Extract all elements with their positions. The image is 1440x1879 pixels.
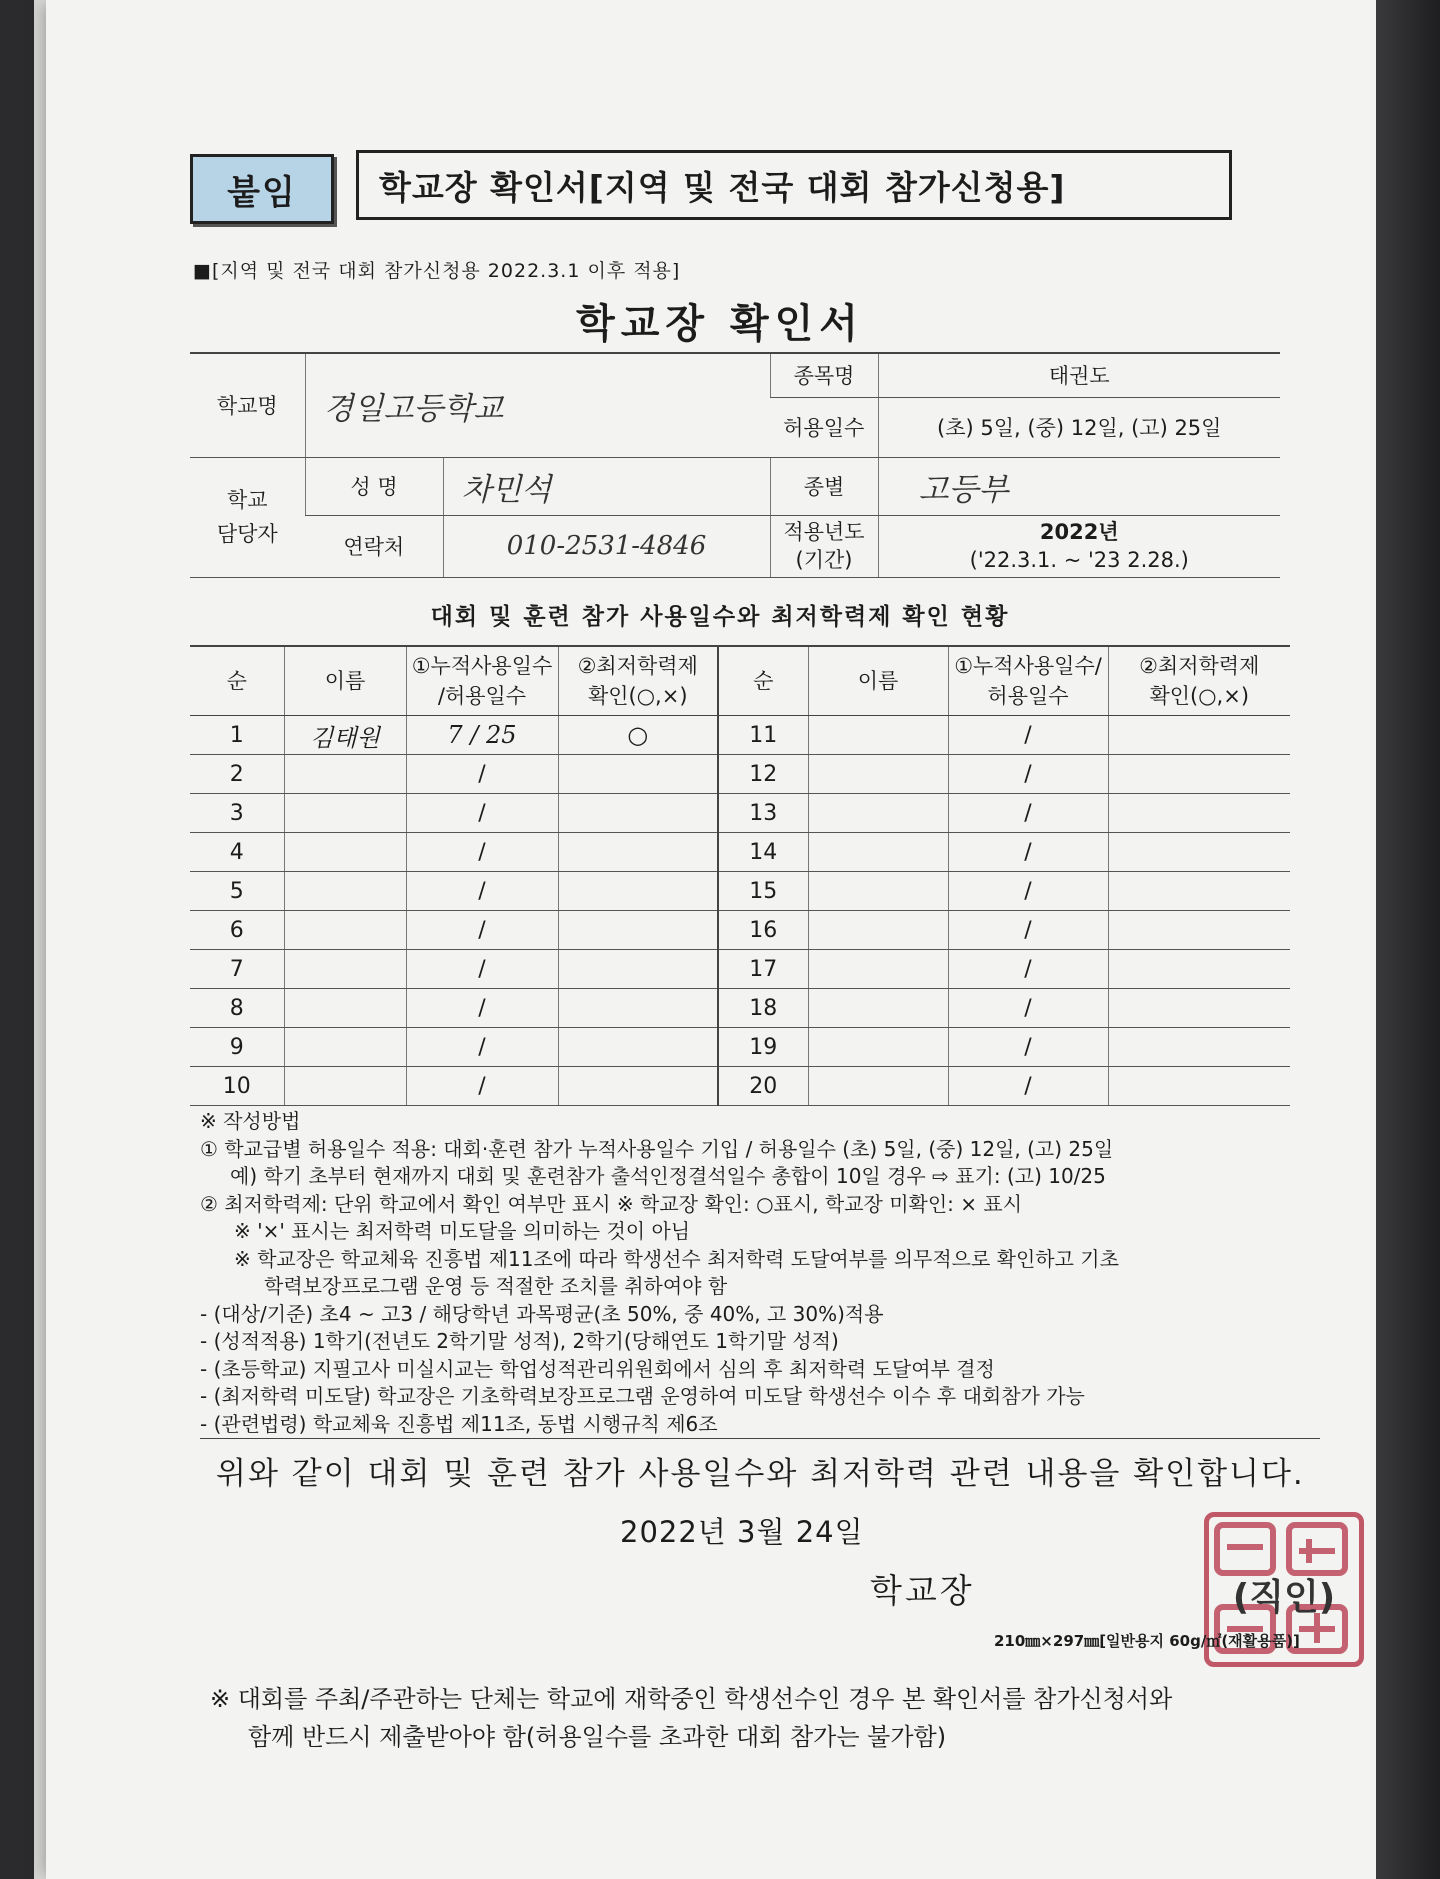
row-no: 8 (190, 989, 284, 1028)
row-no: 17 (718, 950, 808, 989)
days-used: / (948, 950, 1108, 989)
note-item: - (관련법령) 학교체육 진흥법 제11조, 동법 시행규칙 제6조 (200, 1411, 718, 1436)
student-name (808, 833, 948, 872)
col-check-right (1108, 646, 1290, 716)
manager-label: 학교 담당자 (190, 457, 305, 577)
year-value (878, 515, 1280, 577)
contact-label: 연락처 (305, 515, 443, 577)
academic-check (1108, 833, 1290, 872)
days-used: / (948, 716, 1108, 755)
principal-label: 학교장 (870, 1571, 975, 1610)
note-item: ① 학교급별 허용일수 적용: 대회·훈련 참가 누적사용일수 기입 / 허용일수 (초) 5일, (중) 12일, (고) 25일 (200, 1136, 1114, 1161)
row-no: 18 (718, 989, 808, 1028)
attachment-badge: 붙임 (190, 154, 334, 224)
paper-spec: 210㎜×297㎜[일반용지 60g/㎡(재활용품)] (994, 1632, 1300, 1650)
days-used: / (948, 794, 1108, 833)
col-days-right-line1: ①누적사용일수/ (954, 654, 1102, 678)
row-no: 15 (718, 872, 808, 911)
year-label-line1: 적용년도 (783, 520, 865, 544)
event-label: 종목명 (770, 353, 878, 397)
col-check-right-line1: ②최저학력제 (1139, 654, 1260, 678)
applicability-notice: ■[지역 및 전국 대회 참가신청용 2022.3.1 이후 적용] (193, 260, 681, 282)
days-used: / (406, 989, 558, 1028)
school-value: 경일고등학교 (305, 353, 770, 457)
col-check (558, 646, 718, 716)
allowed-days-value: (초) 5일, (중) 12일, (고) 25일 (878, 397, 1280, 457)
divider (200, 1438, 1320, 1439)
note-item: - (성적적용) 1학기(전년도 2학기말 성적), 2학기(당해연도 1학기말 성적) (200, 1329, 839, 1353)
days-used: / (406, 872, 558, 911)
note-item: - (최저학력 미도달) 학교장은 기초학력보장프로그램 운영하여 미도달 학생선수 이수 후 대회참가 가능 (200, 1384, 1085, 1408)
academic-check (558, 1028, 718, 1067)
name-value: 차민석 (443, 457, 770, 515)
row-no: 6 (190, 911, 284, 950)
academic-check (1108, 716, 1290, 755)
academic-check (1108, 755, 1290, 794)
student-name (808, 989, 948, 1028)
header-title: 학교장 확인서[지역 및 전국 대회 참가신청용] (356, 150, 1232, 220)
col-no-right: 순 (718, 646, 808, 716)
days-used: / (948, 1028, 1108, 1067)
col-name: 이름 (284, 646, 406, 716)
days-used: / (948, 872, 1108, 911)
year-value-line1: 2022년 (1039, 520, 1119, 544)
academic-check (1108, 872, 1290, 911)
days-used: / (948, 833, 1108, 872)
allowed-days-label: 허용일수 (770, 397, 878, 457)
student-name (284, 794, 406, 833)
table-row (190, 1028, 1290, 1067)
days-used: / (406, 1067, 558, 1106)
col-name-right: 이름 (808, 646, 948, 716)
signing-date: 2022년 3월 24일 (620, 1515, 864, 1549)
row-no: 14 (718, 833, 808, 872)
academic-check (558, 872, 718, 911)
days-used: / (406, 794, 558, 833)
row-no: 5 (190, 872, 284, 911)
table-row (190, 716, 1290, 755)
student-name (284, 755, 406, 794)
student-name (284, 950, 406, 989)
contact-value: 010-2531-4846 (443, 515, 770, 577)
row-no: 3 (190, 794, 284, 833)
note-item: 학력보장프로그램 운영 등 적절한 조치를 취하여야 함 (264, 1274, 728, 1298)
student-name (284, 833, 406, 872)
binder-frame (1376, 0, 1440, 1879)
note-item: - (초등학교) 지필고사 미실시교는 학업성적관리위원회에서 심의 후 최저학력 도달여부 결정 (200, 1356, 995, 1381)
table-row (190, 950, 1290, 989)
days-used: / (406, 833, 558, 872)
days-used: / (948, 755, 1108, 794)
note-item: 예) 학기 초부터 현재까지 대회 및 훈련참가 출석인정결석일수 총합이 10일 경우 ⇨ 표기: (고) 10/25 (230, 1164, 1106, 1188)
note-item: ※ 학교장은 학교체육 진흥법 제11조에 따라 학생선수 최저학력 도달여부를 의무적으로 확인하고 기초 (234, 1246, 1119, 1271)
table-row (190, 794, 1290, 833)
student-name (808, 950, 948, 989)
col-days (406, 646, 558, 716)
table-row (190, 755, 1290, 794)
academic-check (558, 911, 718, 950)
col-check-line1: ②최저학력제 (577, 654, 698, 678)
roster-body (190, 716, 1290, 1106)
student-name (284, 1028, 406, 1067)
days-used: / (406, 950, 558, 989)
row-no: 13 (718, 794, 808, 833)
school-label: 학교명 (190, 353, 305, 457)
row-no: 19 (718, 1028, 808, 1067)
table-row (190, 872, 1290, 911)
event-value: 태권도 (878, 353, 1280, 397)
academic-check (1108, 794, 1290, 833)
notes-heading: ※ 작성방법 (200, 1109, 301, 1133)
student-name (808, 872, 948, 911)
col-days-right (948, 646, 1108, 716)
row-no: 20 (718, 1067, 808, 1106)
days-used: 7 / 25 (406, 716, 558, 755)
footer-line: 함께 반드시 제출받아야 함(허용일수를 초과한 대회 참가는 불가함) (248, 1723, 947, 1751)
name-label: 성 명 (305, 457, 443, 515)
academic-check (558, 755, 718, 794)
table-row (190, 989, 1290, 1028)
academic-check (558, 950, 718, 989)
row-no: 11 (718, 716, 808, 755)
days-used: / (406, 911, 558, 950)
category-value: 고등부 (878, 457, 1280, 515)
table-row (190, 911, 1290, 950)
col-check-line2: 확인(○,×) (587, 684, 688, 708)
academic-check (558, 794, 718, 833)
confirmation-statement: 위와 같이 대회 및 훈련 참가 사용일수와 최저학력 관련 내용을 확인합니다. (216, 1456, 1305, 1492)
student-name (284, 989, 406, 1028)
category-label: 종별 (770, 457, 878, 515)
student-name (284, 872, 406, 911)
days-used: / (406, 755, 558, 794)
note-item: ② 최저학력제: 단위 학교에서 확인 여부만 표시 ※ 학교장 확인: ○표시, 학교장 미확인: × 표시 (200, 1191, 1023, 1216)
period-value: ('22.3.1. ~ '23 2.28.) (969, 548, 1189, 572)
col-days-line1: ①누적사용일수 (411, 654, 553, 678)
academic-check (1108, 989, 1290, 1028)
note-item: ※ '×' 표시는 최저학력 미도달을 의미하는 것이 아님 (234, 1219, 691, 1243)
col-no: 순 (190, 646, 284, 716)
days-used: / (948, 989, 1108, 1028)
academic-check (558, 1067, 718, 1106)
table-row (190, 833, 1290, 872)
academic-check (1108, 1028, 1290, 1067)
row-no: 16 (718, 911, 808, 950)
student-name (284, 911, 406, 950)
academic-check: ○ (558, 716, 718, 755)
row-no: 4 (190, 833, 284, 872)
note-item: - (대상/기준) 초4 ~ 고3 / 해당학년 과목평균(초 50%, 중 40%, 고 30%)적용 (200, 1301, 884, 1326)
section-title: 대회 및 훈련 참가 사용일수와 최저학력제 확인 현황 (430, 604, 1010, 630)
student-name (808, 716, 948, 755)
col-days-right-line2: 허용일수 (987, 684, 1069, 708)
student-name: 김태원 (284, 716, 406, 755)
row-no: 1 (190, 716, 284, 755)
year-label (770, 515, 878, 577)
student-name (808, 1028, 948, 1067)
footer-note (210, 1680, 1172, 1756)
info-table (190, 352, 1280, 578)
roster-table (190, 645, 1290, 1106)
academic-check (558, 833, 718, 872)
row-no: 9 (190, 1028, 284, 1067)
student-name (808, 1067, 948, 1106)
roster-header-row (190, 646, 1290, 716)
footer-line: ※ 대회를 주최/주관하는 단체는 학교에 재학중인 학생선수인 경우 본 확인서를 참가신청서와 (210, 1685, 1173, 1713)
days-used: / (406, 1028, 558, 1067)
row-no: 12 (718, 755, 808, 794)
academic-check (1108, 911, 1290, 950)
student-name (808, 911, 948, 950)
days-used: / (948, 1067, 1108, 1106)
row-no: 10 (190, 1067, 284, 1106)
year-label-line2: (기간) (795, 548, 853, 572)
page-title: 학교장 확인서 (576, 301, 864, 347)
seal-text: (직인) (1232, 1577, 1336, 1618)
col-check-right-line2: 확인(○,×) (1149, 684, 1250, 708)
writing-instructions (200, 1108, 1310, 1438)
row-no: 7 (190, 950, 284, 989)
student-name (808, 794, 948, 833)
academic-check (1108, 950, 1290, 989)
row-no: 2 (190, 755, 284, 794)
student-name (808, 755, 948, 794)
student-name (284, 1067, 406, 1106)
col-days-line2: /허용일수 (437, 684, 527, 708)
days-used: / (948, 911, 1108, 950)
academic-check (558, 989, 718, 1028)
academic-check (1108, 1067, 1290, 1106)
table-row (190, 1067, 1290, 1106)
